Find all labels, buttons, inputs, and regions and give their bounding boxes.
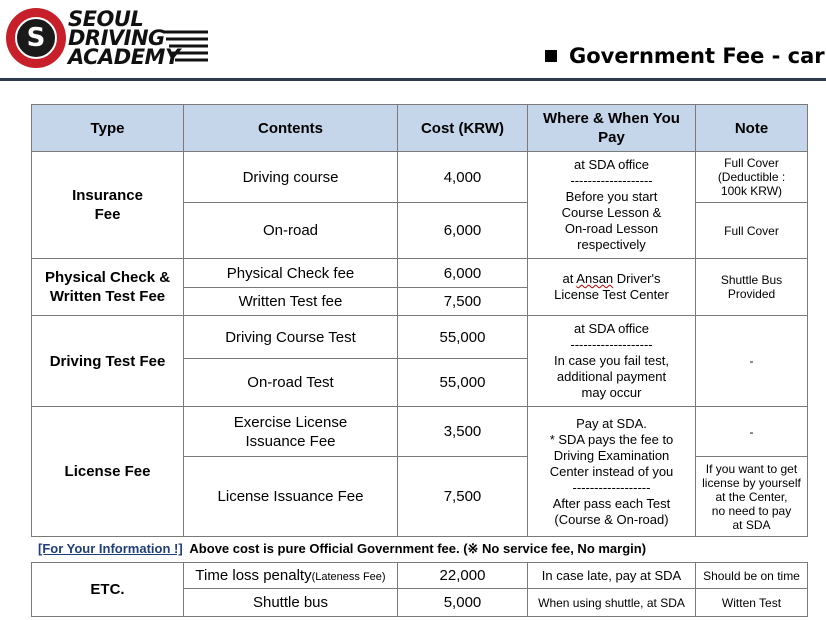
type-license: License Fee bbox=[32, 407, 184, 537]
content-cell bbox=[184, 563, 398, 589]
where-line: (Course & On-road) bbox=[554, 511, 669, 527]
table-row bbox=[32, 259, 808, 288]
cost-cell: 3,500 bbox=[398, 407, 528, 457]
page-header bbox=[0, 0, 826, 80]
where-license bbox=[528, 407, 696, 537]
info-label: [For Your Information !] bbox=[38, 541, 183, 556]
type-driving-test: Driving Test Fee bbox=[32, 316, 184, 407]
header-where: Where & When You Pay bbox=[528, 105, 696, 152]
note-line: 100k KRW) bbox=[720, 184, 783, 198]
ansan-word: Ansan bbox=[576, 271, 614, 286]
content-text: Shuttle bus bbox=[252, 594, 329, 611]
note-line: Shuttle Bus bbox=[720, 273, 783, 287]
cost-cell: 5,000 bbox=[398, 589, 528, 617]
note-line: Provided bbox=[727, 287, 776, 301]
header-note: Note bbox=[696, 105, 808, 152]
header-cost: Cost (KRW) bbox=[398, 105, 528, 152]
logo-letter: S bbox=[26, 23, 46, 53]
where-line: may occur bbox=[581, 385, 642, 400]
note-line: at the Center, bbox=[715, 489, 788, 504]
note-cell: Should be on time bbox=[696, 563, 808, 589]
where-physical bbox=[528, 259, 696, 316]
where-line: After pass each Test bbox=[552, 495, 671, 511]
note-cell bbox=[696, 259, 808, 316]
logo-stripes-icon bbox=[163, 28, 208, 64]
cost-cell: 4,000 bbox=[398, 152, 528, 203]
page-title: Government Fee - car bbox=[569, 44, 825, 68]
table-row bbox=[32, 152, 808, 203]
note-line: at SDA bbox=[732, 517, 771, 532]
note-line: no need to pay bbox=[711, 503, 792, 518]
content-cell: License Issuance Fee bbox=[184, 457, 398, 537]
where-line: Driving Examination bbox=[553, 447, 670, 463]
fee-table bbox=[31, 104, 808, 537]
logo-line-3: ACADEMY bbox=[68, 45, 180, 69]
where-cell: In case late, pay at SDA bbox=[528, 563, 696, 589]
logo-line-2: DRIVING bbox=[68, 26, 165, 50]
where-driving-test bbox=[528, 316, 696, 407]
where-line: Course Lesson & bbox=[561, 205, 662, 220]
page-title-wrap bbox=[545, 44, 825, 68]
cost-cell: 55,000 bbox=[398, 316, 528, 359]
where-line: License Test Center bbox=[554, 287, 669, 302]
header-type: Type bbox=[32, 105, 184, 152]
where-line: at SDA office bbox=[574, 157, 649, 172]
etc-table bbox=[31, 562, 808, 617]
table-row bbox=[32, 407, 808, 457]
where-line: respectively bbox=[577, 237, 646, 252]
cost-cell: 6,000 bbox=[398, 203, 528, 259]
logo-line-1: SEOUL bbox=[68, 7, 144, 31]
type-insurance: Insurance Fee bbox=[32, 152, 184, 259]
note-cell: Full Cover bbox=[696, 203, 808, 259]
note-line: If you want to get bbox=[705, 461, 798, 476]
where-line: ------------------- bbox=[570, 173, 653, 188]
where-cell: When using shuttle, at SDA bbox=[528, 589, 696, 617]
header-contents: Contents bbox=[184, 105, 398, 152]
note-cell: - bbox=[696, 316, 808, 407]
note-line: Full Cover bbox=[724, 156, 779, 170]
note-line: license by yourself bbox=[702, 475, 801, 490]
where-line: Center instead of you bbox=[549, 463, 674, 479]
where-line: at Ansan Driver's bbox=[562, 271, 661, 286]
note-line: (Deductible : bbox=[717, 170, 786, 184]
where-line: ------------------- bbox=[570, 337, 653, 352]
logo-badge-icon bbox=[6, 8, 66, 68]
content-cell: Written Test fee bbox=[184, 288, 398, 316]
where-line: * SDA pays the fee to bbox=[549, 431, 674, 447]
type-physical: Physical Check & Written Test Fee bbox=[32, 259, 184, 316]
where-line: at SDA office bbox=[574, 321, 649, 336]
where-line: additional payment bbox=[556, 369, 667, 384]
content-cell: Driving Course Test bbox=[184, 316, 398, 359]
where-line: Pay at SDA. bbox=[576, 415, 647, 431]
where-line: On-road Lesson bbox=[564, 221, 659, 236]
cost-cell: 7,500 bbox=[398, 288, 528, 316]
content-small: (Lateness Fee) bbox=[311, 571, 386, 583]
type-etc: ETC. bbox=[32, 563, 184, 617]
info-text: Above cost is pure Official Government fee. (※ No service fee, No margin) bbox=[189, 541, 647, 556]
where-line: ------------------ bbox=[572, 479, 651, 495]
cost-cell: 7,500 bbox=[398, 457, 528, 537]
content-cell: On-road bbox=[184, 203, 398, 259]
content-cell: Physical Check fee bbox=[184, 259, 398, 288]
where-line: Before you start bbox=[565, 189, 658, 204]
note-cell bbox=[696, 457, 808, 537]
info-line bbox=[38, 541, 646, 557]
where-line: In case you fail test, bbox=[554, 353, 669, 368]
table-row bbox=[32, 563, 808, 589]
square-bullet-icon bbox=[545, 50, 557, 62]
content-cell: Exercise License Issuance Fee bbox=[184, 407, 398, 457]
content-cell: Driving course bbox=[184, 152, 398, 203]
note-cell: - bbox=[696, 407, 808, 457]
header-divider bbox=[0, 78, 826, 81]
table-row bbox=[32, 316, 808, 359]
note-cell: Witten Test bbox=[696, 589, 808, 617]
cost-cell: 22,000 bbox=[398, 563, 528, 589]
cost-cell: 6,000 bbox=[398, 259, 528, 288]
content-text: Time loss penalty bbox=[195, 567, 312, 584]
content-cell bbox=[184, 589, 398, 617]
table-header-row bbox=[32, 105, 808, 152]
where-insurance bbox=[528, 152, 696, 259]
note-cell bbox=[696, 152, 808, 203]
cost-cell: 55,000 bbox=[398, 359, 528, 407]
content-cell: On-road Test bbox=[184, 359, 398, 407]
